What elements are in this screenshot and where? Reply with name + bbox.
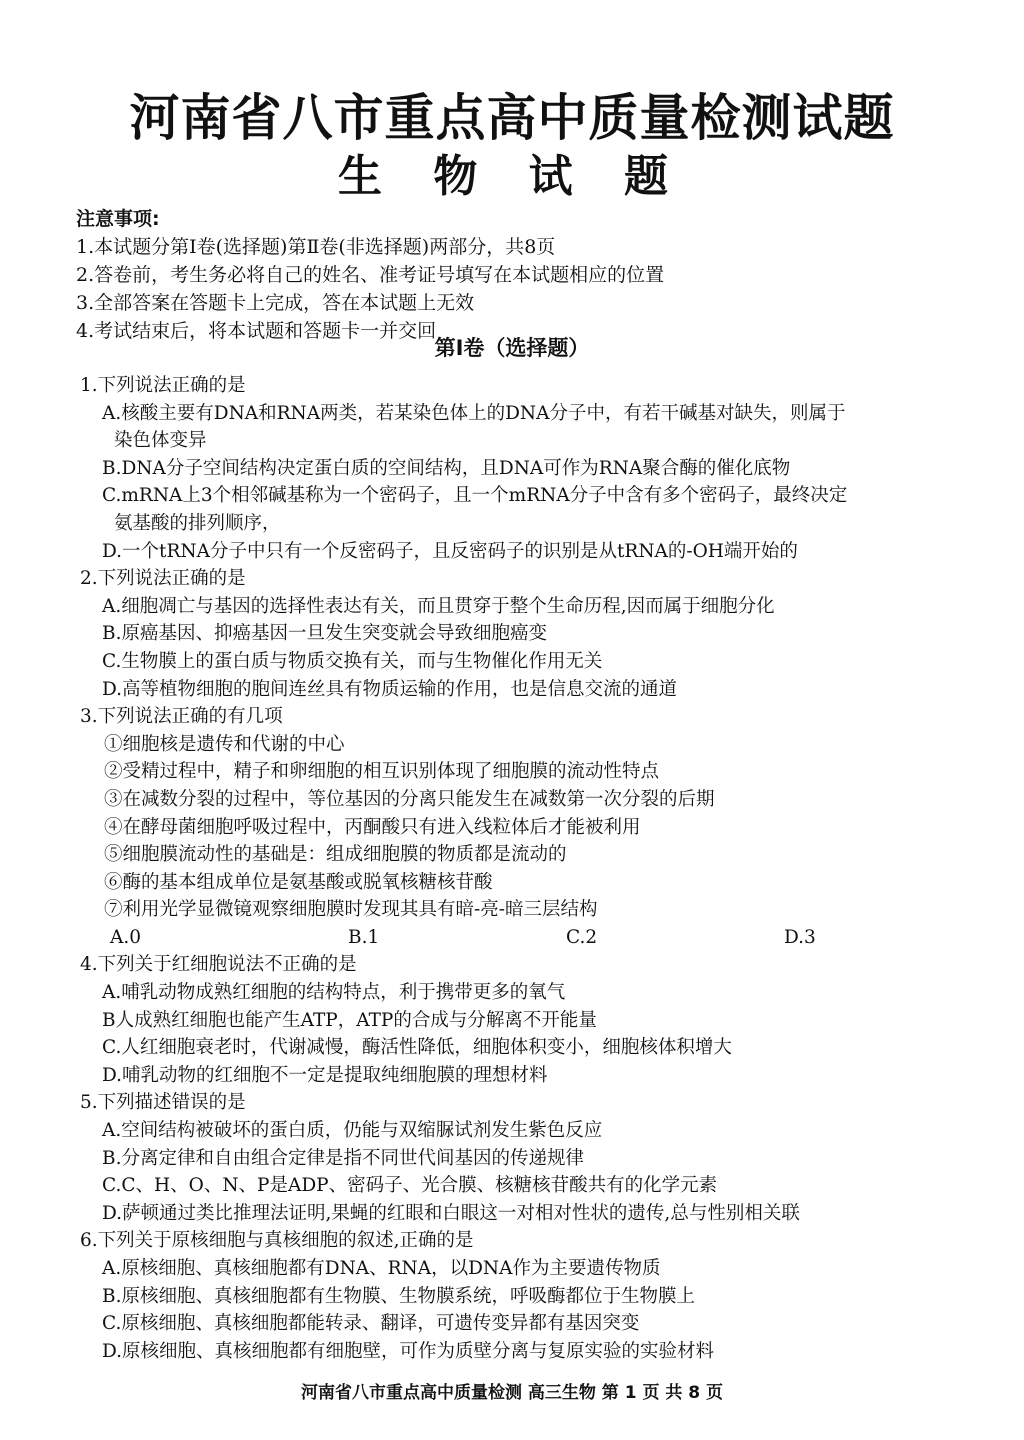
statement-3: ③在减数分裂的过程中，等位基因的分离只能发生在减数第一次分裂的后期 [104,788,715,810]
notes-section [76,205,664,345]
option-d: D.一个tRNA分子中只有一个反密码子，且反密码子的识别是从tRNA的-OH端开始的 [102,540,798,562]
option-c: C.人红细胞衰老时，代谢减慢，酶活性降低，细胞体积变小，细胞核体积增大 [102,1037,732,1059]
option-b: B.原癌基因、抑癌基因一旦发生突变就会导致细胞癌变 [102,623,547,645]
option-b: B.原核细胞、真核细胞都有生物膜、生物膜系统，呼吸酶都位于生物膜上 [102,1285,695,1307]
question-stem: 3.下列说法正确的有几项 [80,706,283,728]
option-d: D.高等植物细胞的胞间连丝具有物质运输的作用，也是信息交流的通道 [102,678,678,700]
question-3 [80,703,960,951]
option-b: B.DNA分子空间结构决定蛋白质的空间结构，且DNA可作为RNA聚合酶的催化底物 [102,457,791,479]
statement-4: ④在酵母菌细胞呼吸过程中，丙酮酸只有进入线粒体后才能被利用 [104,816,641,838]
question-stem: 4.下列关于红细胞说法不正确的是 [80,954,357,976]
option-d: D.原核细胞、真核细胞都有细胞壁，可作为质壁分离与复原实验的实验材料 [102,1340,715,1362]
option-d: D.3 [784,926,816,948]
question-6 [80,1227,960,1365]
question-1 [80,372,960,565]
option-a: A.0 [110,926,142,948]
option-d: D.哺乳动物的红细胞不一定是提取纯细胞膜的理想材料 [102,1064,548,1086]
notes-item: 3.全部答案在答题卡上完成，答在本试题上无效 [76,292,475,314]
notes-item: 2.答卷前，考生务必将自己的姓名、准考证号填写在本试题相应的位置 [76,264,665,286]
section-title: 第Ⅰ卷（选择题） [434,336,590,360]
page-title: 河南省八市重点高中质量检测试题 [129,89,895,147]
option-b: B.分离定律和自由组合定律是指不同世代间基因的传递规律 [102,1147,584,1169]
question-stem: 1.下列说法正确的是 [80,375,246,396]
option-c-continued: 氨基酸的排列顺序， [114,512,281,534]
option-b: B人成熟红细胞也能产生ATP，ATP的合成与分解离不开能量 [102,1009,597,1031]
question-list [80,372,960,1365]
question-stem: 6.下列关于原核细胞与真核细胞的叙述,正确的是 [80,1230,474,1252]
option-a: A.细胞凋亡与基因的选择性表达有关，而且贯穿于整个生命历程,因而属于细胞分化 [102,595,775,617]
page-footer: 河南省八市重点高中质量检测 高三生物 第 1 页 共 8 页 [300,1383,724,1403]
question-2 [80,565,960,703]
statement-2: ②受精过程中，精子和卵细胞的相互识别体现了细胞膜的流动性特点 [104,761,660,783]
option-a: A.空间结构被破坏的蛋白质，仍能与双缩脲试剂发生紫色反应 [102,1120,603,1142]
option-b: B.1 [348,926,380,948]
answer-choices [80,924,960,952]
option-a: A.原核细胞、真核细胞都有DNA、RNA，以DNA作为主要遗传物质 [102,1258,661,1279]
statement-5: ⑤细胞膜流动性的基础是：组成细胞膜的物质都是流动的 [104,844,567,866]
notes-item: 1.本试题分第Ⅰ卷(选择题)第Ⅱ卷(非选择题)两部分，共8页 [76,236,556,258]
page-subtitle: 生 物 试 题 [338,151,686,202]
statement-7: ⑦利用光学显微镜观察细胞膜时发现其具有暗-亮-暗三层结构 [104,899,598,921]
notes-item: 4.考试结束后，将本试题和答题卡一并交回 [76,320,437,342]
option-c: C.生物膜上的蛋白质与物质交换有关，而与生物催化作用无关 [102,650,603,672]
question-stem: 5.下列描述错误的是 [80,1092,246,1114]
option-a: A.哺乳动物成熟红细胞的结构特点，利于携带更多的氧气 [102,982,566,1004]
notes-heading: 注意事项: [76,208,160,230]
option-c: C.C、H、O、N、P是ADP、密码子、光合膜、核糖核苷酸共有的化学元素 [102,1175,718,1197]
option-a: A.核酸主要有DNA和RNA两类，若某染色体上的DNA分子中，有若干碱基对缺失，则属于 [102,402,846,424]
statement-6: ⑥酶的基本组成单位是氨基酸或脱氧核糖核苷酸 [104,871,493,893]
question-5 [80,1089,960,1227]
statement-1: ①细胞核是遗传和代谢的中心 [104,733,345,755]
option-a-continued: 染色体变异 [114,430,207,452]
question-4 [80,951,960,1089]
option-c: C.2 [566,926,598,948]
option-c: C.mRNA上3个相邻碱基称为一个密码子，且一个mRNA分子中含有多个密码子，最终决定 [102,485,848,507]
option-d: D.萨顿通过类比推理法证明,果蝇的红眼和白眼这一对相对性状的遗传,总与性别相关联 [102,1202,800,1224]
option-c: C.原核细胞、真核细胞都能转录、翻译，可遗传变异都有基因突变 [102,1313,640,1335]
question-stem: 2.下列说法正确的是 [80,568,246,590]
